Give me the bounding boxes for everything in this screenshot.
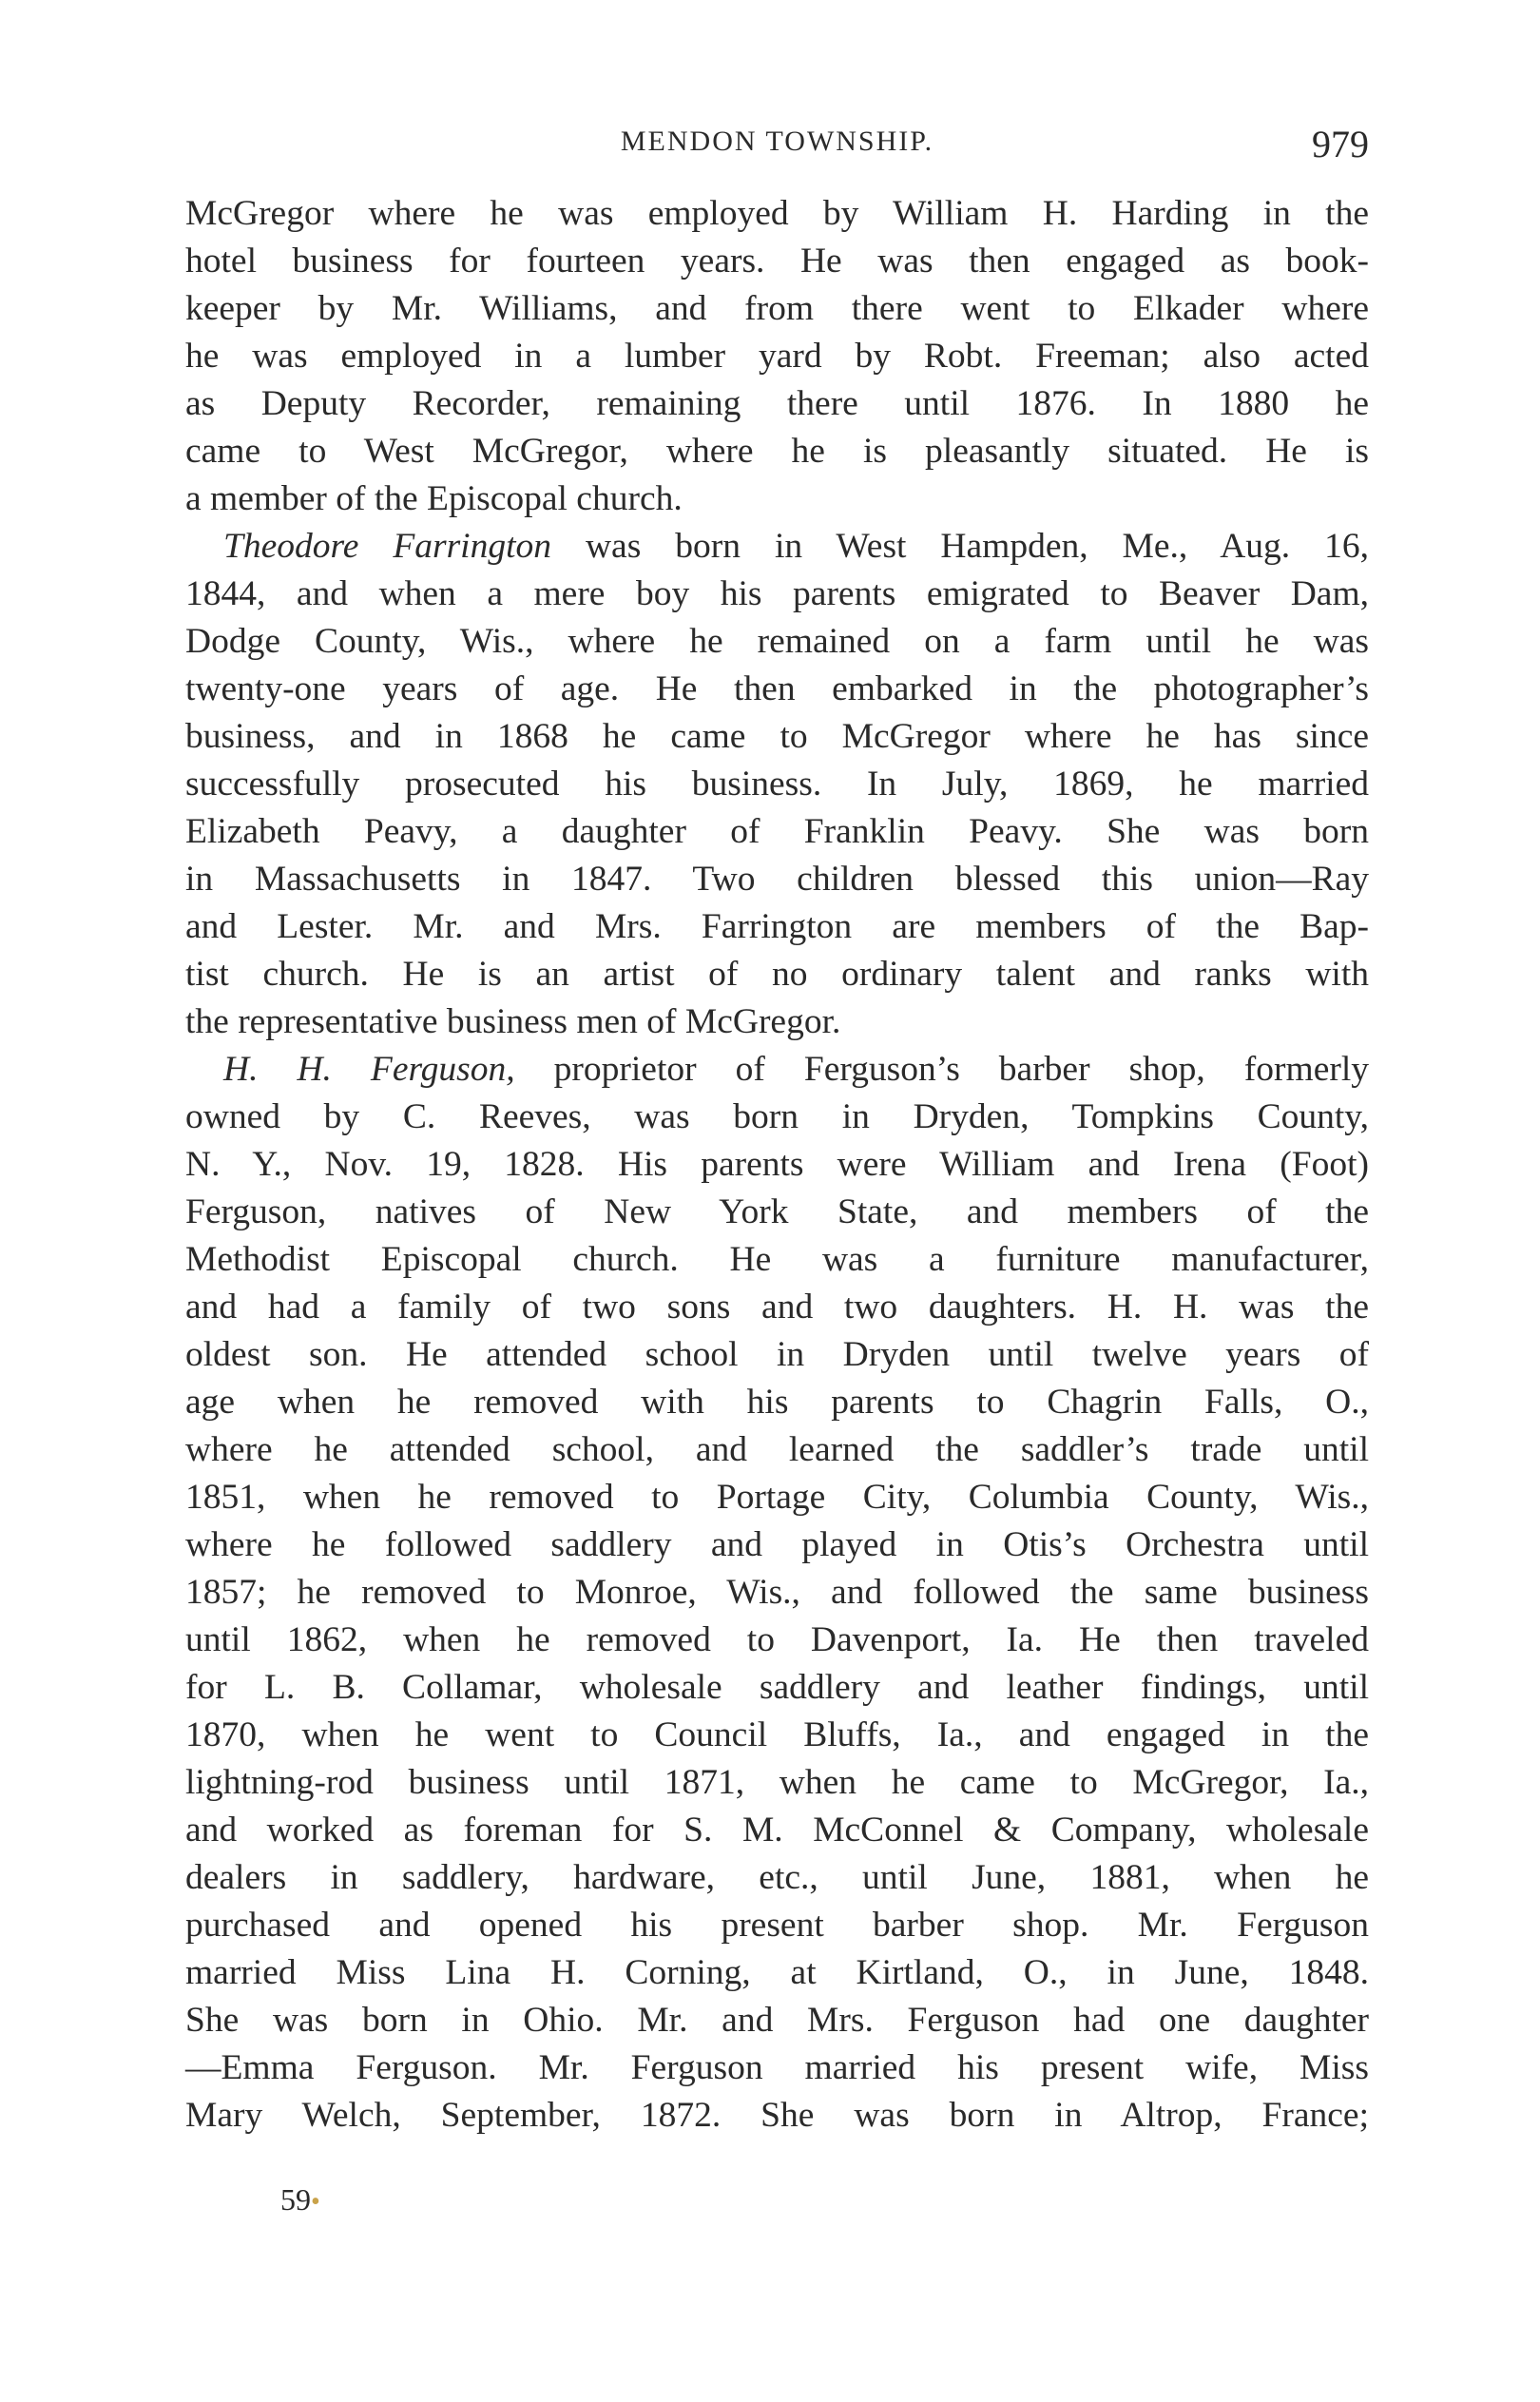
text-line: where he followed saddlery and played in Otis’s Orchestra until [185,1525,1369,1564]
text-line: until 1862, when he removed to Davenport, Ia. He then traveled [185,1620,1369,1659]
text-line: oldest son. He attended school in Dryden until twelve years of [185,1335,1369,1374]
text-line: owned by C. Reeves, was born in Dryden, Tompkins County, [185,1097,1369,1136]
person-name: Theodore Farrington [223,527,551,566]
text-line: 1851, when he removed to Portage City, Columbia County, Wis., [185,1478,1369,1517]
text-line: hotel business for fourteen years. He was then engaged as book- [185,242,1369,281]
text-line: —Emma Ferguson. Mr. Ferguson married his present wife, Miss [185,2048,1369,2087]
text-line: twenty-one years of age. He then embarked in the photographer’s [185,669,1369,708]
text-line: successfully prosecuted his business. In July, 1869, he married [185,765,1369,804]
person-name: H. H. Ferguson, [223,1050,515,1089]
first-line-text: was born in West Hampden, Me., Aug. 16, [551,527,1369,566]
text-line: and worked as foreman for S. M. McConnel & Company, wholesale [185,1811,1369,1850]
text-line: where he attended school, and learned the saddler’s trade until [185,1430,1369,1469]
text-line: Ferguson, natives of New York State, and members of the [185,1192,1369,1231]
text-line: purchased and opened his present barber shop. Mr. Ferguson [185,1906,1369,1945]
text-line: age when he removed with his parents to Chagrin Falls, O., [185,1383,1369,1422]
text-line: Mary Welch, September, 1872. She was born in Altrop, France; [185,2096,1369,2135]
text-line: 1844, and when a mere boy his parents emigrated to Beaver Dam, [185,574,1369,613]
section-title: MENDON TOWNSHIP. [620,126,934,157]
book-page [185,0,1369,2402]
first-line-text: proprietor of Ferguson’s barber shop, formerly [514,1050,1369,1089]
text-line: N. Y., Nov. 19, 1828. His parents were William and Irena (Foot) [185,1145,1369,1184]
text-line: a member of the Episcopal church. [185,479,683,518]
text-line: for L. B. Collamar, wholesale saddlery and leather findings, until [185,1668,1369,1707]
text-line: 1857; he removed to Monroe, Wis., and followed the same business [185,1573,1369,1612]
paragraph-first-line [185,523,1369,571]
text-line: McGregor where he was employed by William H. Harding in the [185,194,1369,233]
signature-mark [280,2182,320,2218]
text-line: the representative business men of McGregor. [185,1002,841,1041]
text-line: business, and in 1868 he came to McGregor where he has since [185,717,1369,756]
text-line: lightning-rod business until 1871, when he came to McGregor, Ia., [185,1763,1369,1802]
text-line: 1870, when he went to Council Bluffs, Ia., and engaged in the [185,1715,1369,1754]
text-line: and Lester. Mr. and Mrs. Farrington are members of the Bap- [185,907,1369,946]
text-line: he was employed in a lumber yard by Robt. Freeman; also acted [185,337,1369,376]
text-line: tist church. He is an artist of no ordinary talent and ranks with [185,955,1369,994]
signature-dot: • [311,2187,320,2217]
text-line: Dodge County, Wis., where he remained on a farm until he was [185,622,1369,661]
text-line: She was born in Ohio. Mr. and Mrs. Ferguson had one daughter [185,2001,1369,2040]
text-line: keeper by Mr. Williams, and from there went to Elkader where [185,289,1369,328]
text-line: in Massachusetts in 1847. Two children blessed this union—Ray [185,860,1369,899]
signature-number: 59 [280,2182,311,2217]
body-text [185,190,1369,2140]
text-line: Elizabeth Peavy, a daughter of Franklin Peavy. She was born [185,812,1369,851]
text-line: came to West McGregor, where he is pleasantly situated. He is [185,432,1369,471]
text-line: as Deputy Recorder, remaining there until 1876. In 1880 he [185,384,1369,423]
text-line: and had a family of two sons and two daughters. H. H. was the [185,1288,1369,1327]
text-line: married Miss Lina H. Corning, at Kirtland, O., in June, 1848. [185,1953,1369,1992]
running-head [185,122,1369,167]
paragraph-first-line [185,1046,1369,1094]
page-number: 979 [1312,123,1369,165]
text-line: dealers in saddlery, hardware, etc., until June, 1881, when he [185,1858,1369,1897]
text-line: Methodist Episcopal church. He was a furniture manufacturer, [185,1240,1369,1279]
